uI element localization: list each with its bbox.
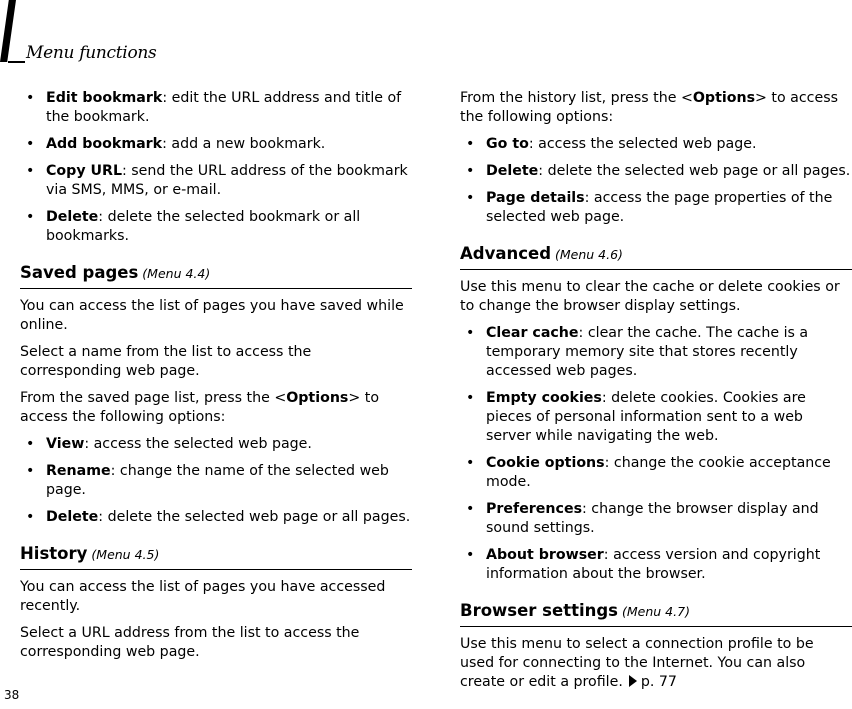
list-item: • Rename: change the name of the selected web page. [26, 463, 389, 498]
history-options-list [460, 135, 852, 227]
paragraph: You can access the list of pages you have accessed recently. [20, 579, 386, 614]
list-item: • Empty cookies: delete cookies. Cookies are pieces of personal information sent to a web server while navigating the web. [466, 390, 806, 444]
list-item: • Cookie options: change the cookie acceptance mode. [466, 455, 831, 490]
page-number: 38 [4, 688, 20, 702]
list-item: • Delete: delete the selected web page or all pages. [466, 163, 851, 179]
page-reference: p. 77 [640, 674, 677, 690]
list-item: • Delete: delete the selected bookmark or all bookmarks. [26, 209, 361, 244]
paragraph: Use this menu to clear the cache or delete cookies or to change the browser display settings. [460, 279, 840, 314]
header-underline-graphic [8, 61, 25, 63]
list-item: • Clear cache: clear the cache. The cache is a temporary memory site that stores recently accessed web pages. [466, 325, 809, 379]
advanced-options-list [460, 324, 852, 584]
list-item: • Delete: delete the selected web page or all pages. [26, 509, 411, 525]
list-item: • About browser: access version and copyright information about the browser. [466, 547, 821, 582]
list-item: • Go to: access the selected web page. [466, 136, 757, 152]
page-reference-arrow-icon [629, 675, 637, 687]
section-heading-advanced: Advanced (Menu 4.6) [460, 243, 852, 270]
header-bar-graphic [0, 0, 16, 62]
paragraph: Select a URL address from the list to access the corresponding web page. [20, 625, 360, 660]
paragraph: From the saved page list, press the <Options> to access the following options: [20, 390, 380, 425]
bookmark-options-list [20, 89, 412, 246]
left-column [20, 89, 412, 670]
list-item: • View: access the selected web page. [26, 436, 312, 452]
saved-pages-options-list [20, 435, 412, 527]
list-item: • Edit bookmark: edit the URL address and title of the bookmark. [26, 90, 402, 125]
list-item: • Copy URL: send the URL address of the bookmark via SMS, MMS, or e-mail. [26, 163, 408, 198]
paragraph: Select a name from the list to access the corresponding web page. [20, 344, 312, 379]
list-item: • Page details: access the page properties of the selected web page. [466, 190, 833, 225]
list-item: • Preferences: change the browser display and sound settings. [466, 501, 819, 536]
page-header-title: Menu functions [26, 43, 157, 63]
paragraph: From the history list, press the <Options> to access the following options: [460, 90, 838, 125]
section-heading-history: History (Menu 4.5) [20, 543, 412, 570]
list-item: • Add bookmark: add a new bookmark. [26, 136, 326, 152]
section-heading-saved-pages: Saved pages (Menu 4.4) [20, 262, 412, 289]
paragraph: Use this menu to select a connection profile to be used for connecting to the Internet. You can also create or edit a profile. p. 77 [460, 636, 814, 690]
right-column [460, 89, 852, 700]
paragraph: You can access the list of pages you have saved while online. [20, 298, 404, 333]
section-heading-browser-settings: Browser settings (Menu 4.7) [460, 600, 852, 627]
